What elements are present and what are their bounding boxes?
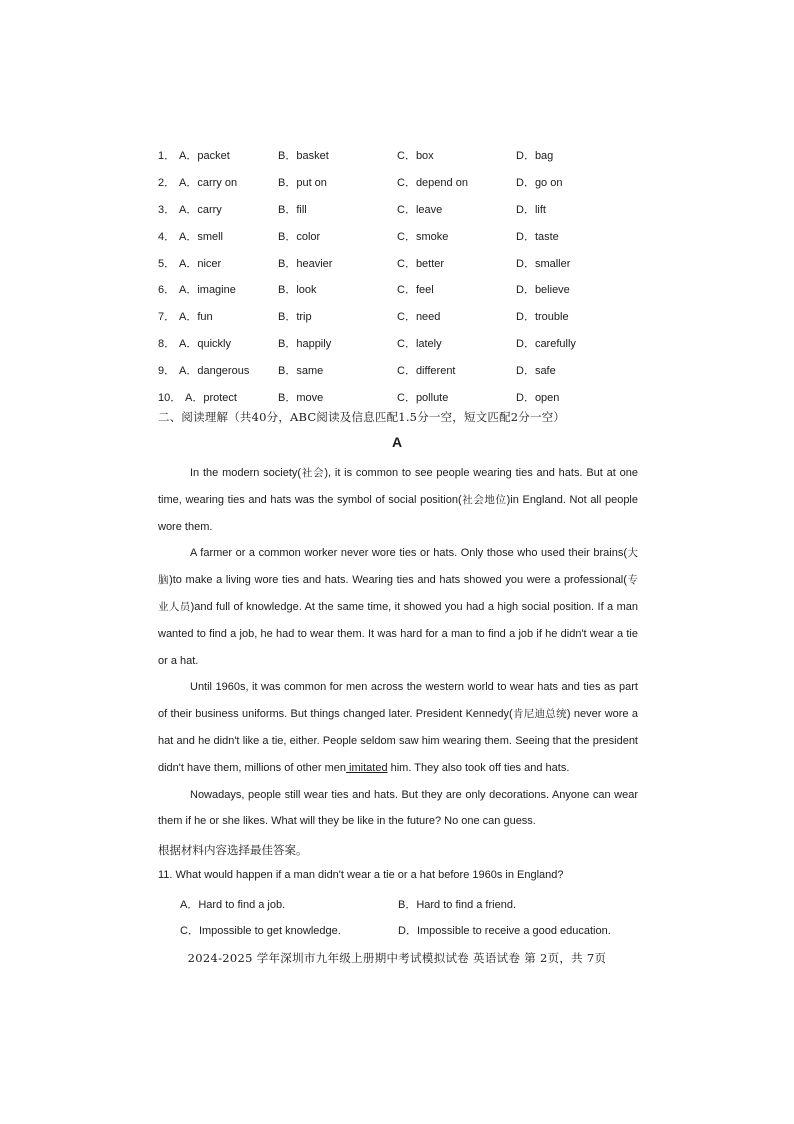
option-b[interactable]: B．basket: [278, 150, 329, 162]
option-d[interactable]: D．trouble: [516, 311, 569, 324]
option-a[interactable]: A．dangerous: [179, 365, 250, 378]
text-run: )in England. Not all people wore them.: [158, 493, 638, 533]
option-row: [158, 304, 638, 331]
option-d[interactable]: D．lift: [516, 203, 546, 216]
question-number: 1．: [158, 150, 176, 162]
chinese-gloss: 专业人员: [158, 574, 638, 613]
option-row: [158, 251, 638, 278]
option-a[interactable]: A．fun: [179, 311, 213, 324]
question-number: 5．: [158, 257, 176, 270]
option-a[interactable]: A．packet: [179, 150, 230, 162]
option-b[interactable]: B．put on: [278, 176, 327, 189]
option-c[interactable]: C．better: [397, 257, 445, 270]
option-row: [158, 358, 638, 385]
chinese-gloss: 社会: [301, 467, 325, 479]
option-d[interactable]: D．believe: [516, 284, 570, 297]
option-d[interactable]: D．smaller: [516, 257, 571, 270]
text-run: )to make a living wore ties and hats. Wearing ties and hats showed you were a professional(: [169, 574, 627, 587]
option-a[interactable]: A．carry: [179, 203, 222, 216]
option-c[interactable]: C．pollute: [397, 392, 449, 405]
answer-option-d[interactable]: D．Impossible to receive a good education.: [398, 925, 611, 937]
chinese-gloss: 社会地位: [461, 493, 507, 506]
question-11: 11. What would happen if a man didn't wear a tie or a hat before 1960s in England?: [158, 869, 564, 881]
answer-option-a[interactable]: A．Hard to find a job.: [180, 899, 286, 911]
paragraph-3: [158, 674, 638, 781]
underlined-word: imitated: [345, 761, 388, 774]
option-d[interactable]: D．taste: [516, 230, 559, 243]
paragraph-4: Nowadays, people still wear ties and hats. But they are only decorations. Anyone can wear them if he or she likes. What will they be like in the future? No one can guess.: [158, 788, 638, 828]
text-run: ) never wore a hat and he didn't like a tie, either. People seldom saw him wearing them. Seeing that the president didn't have them, millions of other men: [158, 708, 638, 774]
option-d[interactable]: D．go on: [516, 176, 563, 189]
question-number: 6．: [158, 284, 176, 297]
option-d[interactable]: D．safe: [516, 365, 556, 378]
option-c[interactable]: C．need: [397, 311, 441, 324]
paragraph-2: [158, 540, 638, 674]
option-row: [158, 143, 638, 170]
chinese-gloss: 大脑: [158, 547, 639, 587]
option-b[interactable]: B．look: [278, 284, 317, 297]
option-c[interactable]: C．lately: [397, 338, 442, 351]
text-run: A farmer or a common worker never wore ties or hats. Only those who used their brains(: [190, 547, 628, 560]
options-list: [158, 143, 638, 412]
option-a[interactable]: A．smell: [179, 230, 224, 243]
option-row: [158, 170, 638, 197]
option-c[interactable]: C．different: [397, 365, 456, 378]
option-c[interactable]: C．box: [397, 150, 434, 162]
option-row: [158, 331, 638, 358]
option-c[interactable]: C．feel: [397, 284, 434, 297]
section-title: 二、阅读理解（共40分，ABC阅读及信息匹配1.5分一空，短文匹配2分一空）: [158, 410, 566, 424]
question-number: 10．: [158, 392, 182, 405]
text-run: Until 1960s, it was common for men across the western world to wear hats and ties as part of their business uniforms. But things changed later. President Kennedy(: [158, 681, 638, 721]
option-a[interactable]: A．protect: [185, 392, 237, 405]
option-row: [158, 277, 638, 304]
option-c[interactable]: C．smoke: [397, 230, 449, 243]
instruction: 根据材料内容选择最佳答案。: [158, 843, 308, 857]
option-c[interactable]: C．depend on: [397, 176, 468, 189]
option-d[interactable]: D．open: [516, 392, 560, 405]
question-number: 8．: [158, 338, 176, 351]
option-a[interactable]: A．nicer: [179, 257, 222, 270]
paragraph-1: [158, 460, 638, 540]
option-row: [158, 224, 638, 251]
option-a[interactable]: A．imagine: [179, 284, 236, 297]
question-number: 9．: [158, 365, 176, 378]
question-number: 3．: [158, 203, 176, 216]
page-footer: 2024-2025 学年深圳市九年级上册期中考试模拟试卷 英语试卷 第 2页，共 7页: [187, 951, 607, 965]
text-run: ), it is common to see people wearing ties and hats. But at one time, wearing ties and hats was the symbol of social position(: [158, 467, 638, 506]
passage-text: [158, 460, 638, 835]
option-row: [158, 385, 638, 412]
text-run: In the modern society(: [190, 467, 302, 479]
answer-option-c[interactable]: C．Impossible to get knowledge.: [180, 925, 341, 937]
answer-option-b[interactable]: B．Hard to find a friend.: [398, 899, 517, 911]
text-run: )and full of knowledge. At the same time, it showed you had a high social position. If a man wanted to find a job, he had to wear them. It was hard for a man to find a job if he didn't wear a tie or a hat.: [158, 600, 638, 667]
text-run: him. They also took off ties and hats.: [387, 761, 570, 774]
option-a[interactable]: A．carry on: [179, 176, 238, 189]
option-d[interactable]: D．carefully: [516, 338, 576, 351]
chinese-gloss: 肯尼迪总统: [512, 708, 567, 721]
option-b[interactable]: B．trip: [278, 311, 312, 324]
option-row: [158, 197, 638, 224]
option-b[interactable]: B．same: [278, 365, 324, 378]
question-number: 7．: [158, 311, 176, 324]
option-d[interactable]: D．bag: [516, 150, 554, 162]
option-c[interactable]: C．leave: [397, 203, 443, 216]
question-number: 2．: [158, 176, 176, 189]
option-b[interactable]: B．fill: [278, 203, 307, 216]
option-a[interactable]: A．quickly: [179, 338, 231, 351]
passage-label: A: [391, 434, 403, 450]
option-b[interactable]: B．happily: [278, 338, 332, 351]
option-b[interactable]: B．heavier: [278, 257, 333, 270]
question-number: 4．: [158, 230, 176, 243]
option-b[interactable]: B．color: [278, 230, 321, 243]
option-b[interactable]: B．move: [278, 392, 324, 405]
